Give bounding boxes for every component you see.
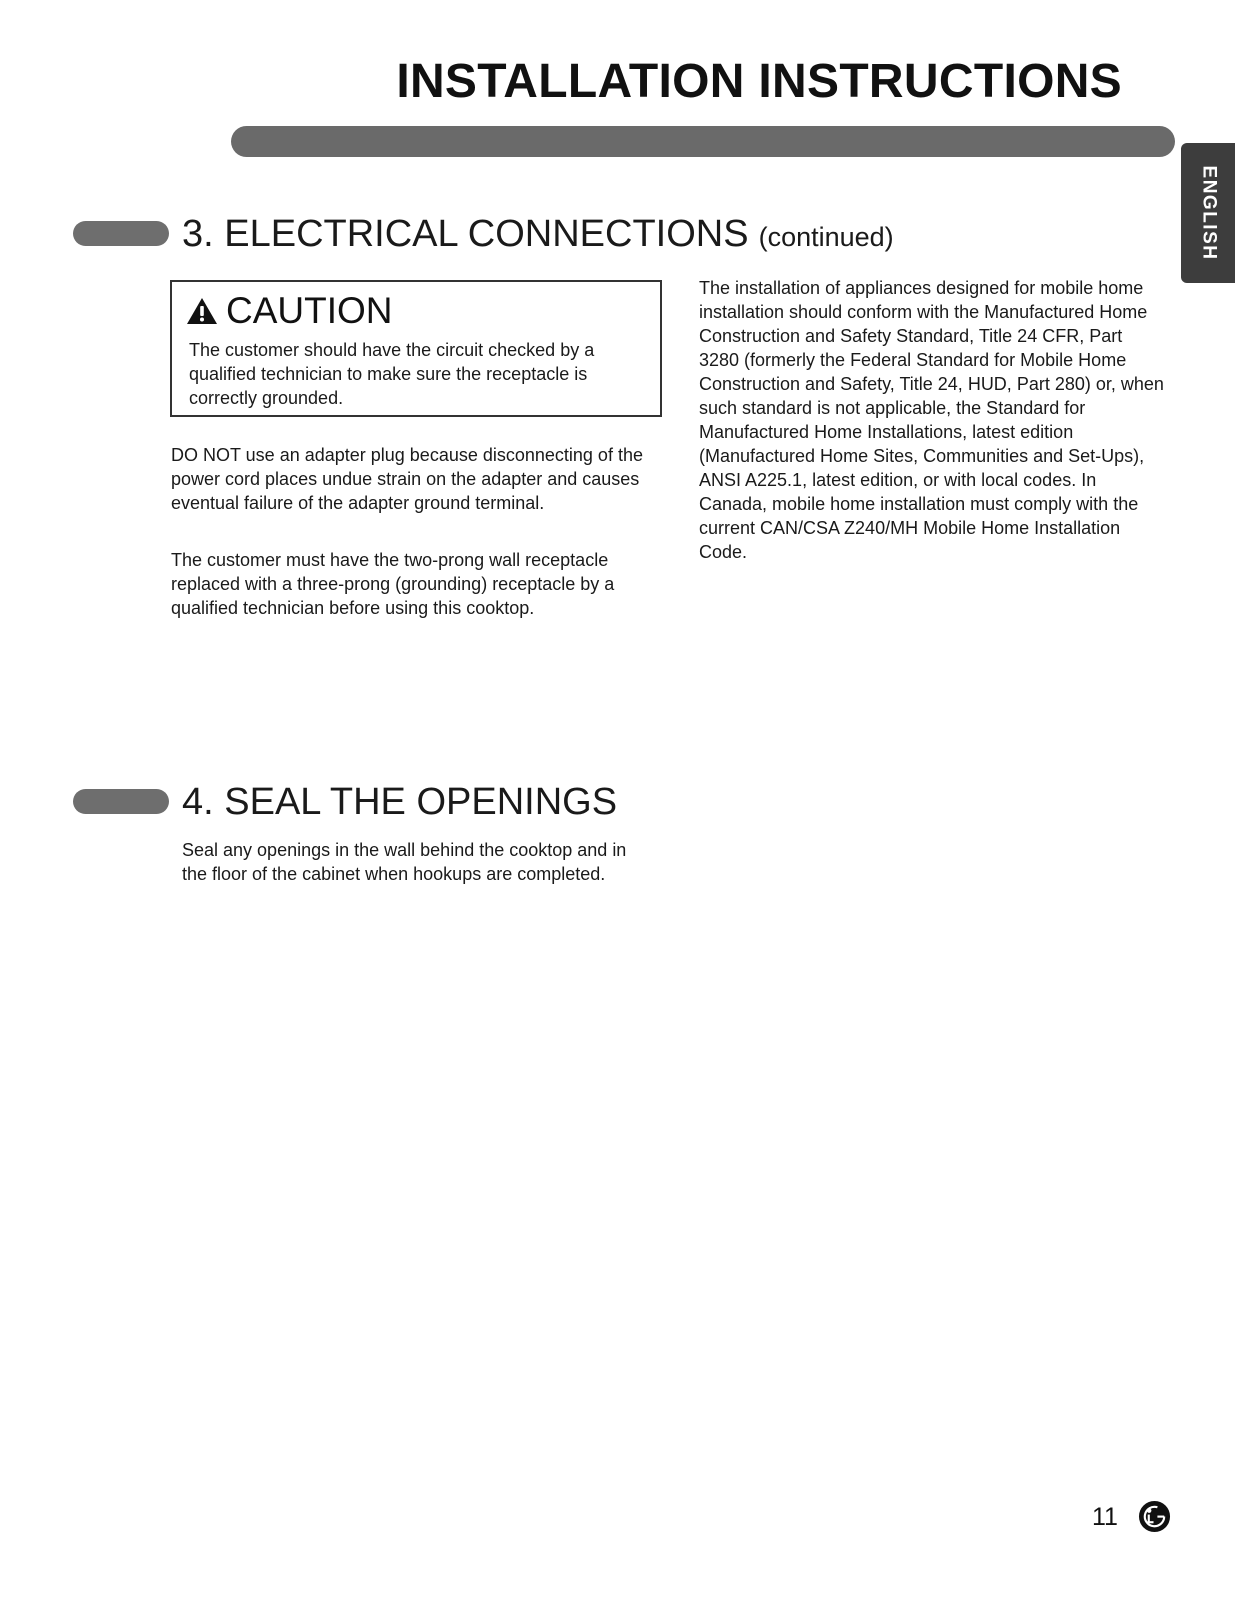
lg-logo-icon [1138,1500,1171,1533]
section-4-marker [73,789,169,814]
warning-triangle-icon [186,297,218,325]
section-3-continued: (continued) [758,222,894,252]
caution-title: CAUTION [226,290,393,331]
language-tab-label: ENGLISH [1198,165,1220,261]
language-tab [1181,143,1235,283]
seal-openings-paragraph: Seal any openings in the wall behind the cooktop and in the floor of the cabinet when hookups are completed. [182,840,627,884]
caution-header [186,292,393,329]
section-3-title: 3. ELECTRICAL CONNECTIONS [182,213,749,255]
section-3-heading [182,215,894,253]
page-number: 11 [1092,1503,1118,1531]
section-3-marker [73,221,169,246]
title-bar [231,126,1175,157]
section-4-heading: 4. SEAL THE OPENINGS [182,781,618,823]
mobile-home-paragraph: The installation of appliances designed for mobile home installation should conform with the Manufactured Home Construction and Safety Standard, Title 24 CFR, Part 3280 (formerly the Federal Standard for Mobile Home Construction and Safety, Title 24, HUD, Part 280) or, when such standard is not applicable, the Standard for Manufactured Home Installations, latest edition (Manufactured Home Sites, Communities and Set-Ups), ANSI A225.1, latest edition, or with local codes. In Canada, mobile home installation must comply with the current CAN/CSA Z240/MH Mobile Home Installation Code. [699,278,1164,562]
receptacle-paragraph: The customer must have the two-prong wall receptacle replaced with a three-prong (grounding) receptacle by a qualified technician before using this cooktop. [171,550,615,618]
adapter-warning-paragraph: DO NOT use an adapter plug because disconnecting of the power cord places undue strain on the adapter and causes eventual failure of the adapter ground terminal. [171,445,643,513]
caution-box [170,280,662,417]
caution-text: The customer should have the circuit checked by a qualified technician to make sure the receptacle is correctly grounded. [189,340,595,408]
page-title: INSTALLATION INSTRUCTIONS [396,55,1122,108]
